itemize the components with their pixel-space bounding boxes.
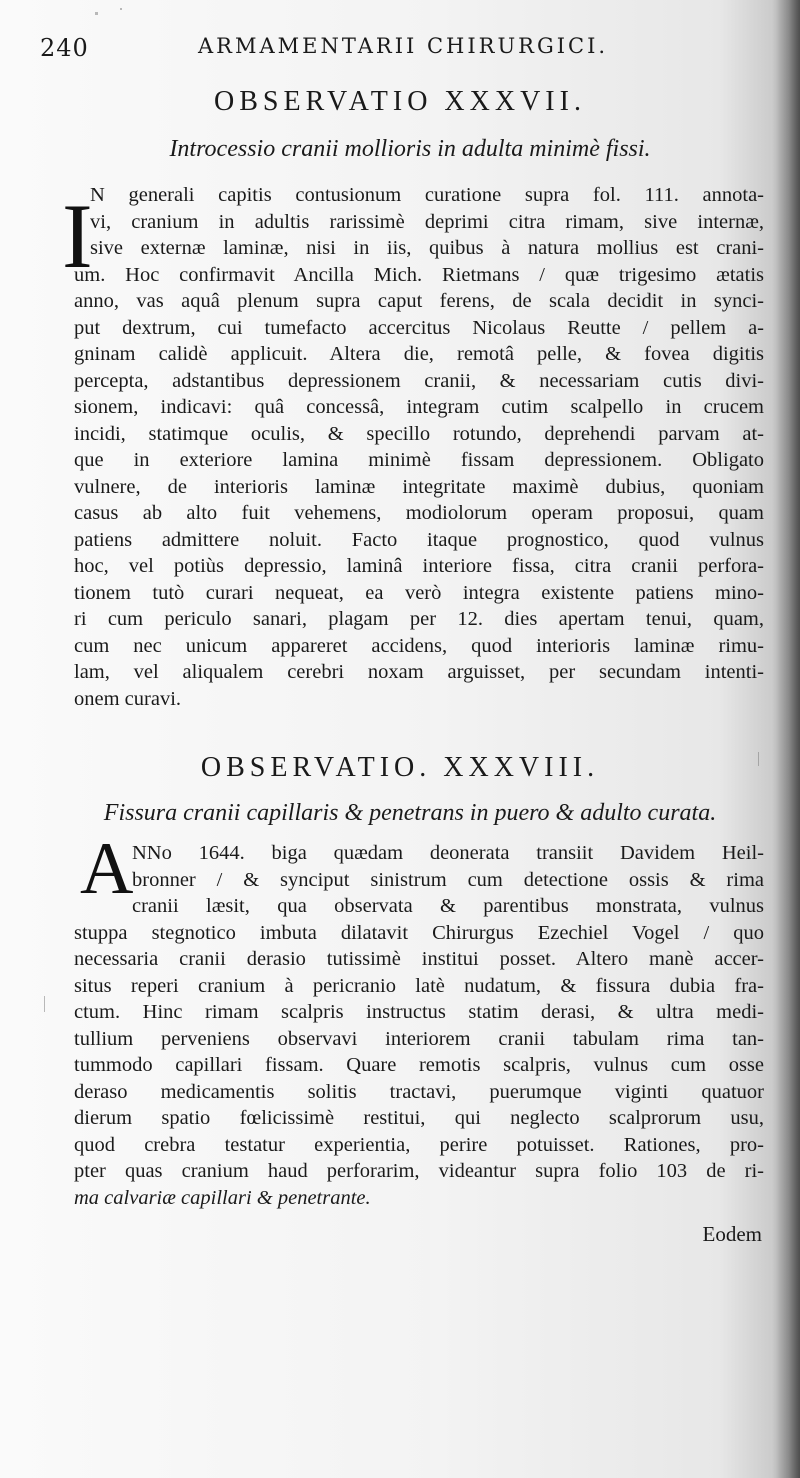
observation-38-heading: OBSERVATIO. XXXVIII. [200,752,600,783]
body-line: tullium perveniens observavi interiorem cranii tabulam rima tan- [74,1027,764,1050]
body-line: patiens admittere noluit. Facto itaque prognostico, quod vulnus [74,528,764,551]
body-line: ctum. Hinc rimam scalpris instructus statim derasi, & ultra medi- [74,1001,764,1023]
body-line: percepta, adstantibus depressionem cranii, & necessariam cutis divi- [74,369,764,392]
body-line: N generali capitis contusionum curatione supra fol. 111. annota- [90,184,764,206]
ink-speck [758,752,759,766]
body-line: ri cum periculo sanari, plagam per 12. dies apertam tenui, quam, [74,608,764,630]
body-line: casus ab alto fuit vehemens, modiolorum operam proposui, quam [74,502,764,524]
body-line: sionem, indicavi: quâ concessâ, integram cutim scalpello in crucem [74,396,764,418]
observation-37-heading: OBSERVATIO XXXVII. [214,86,586,117]
observation-37-subtitle: Introcessio cranii mollioris in adulta minimè fissi. [169,136,651,162]
body-line: que in exteriore lamina minimè fissam depressionem. Obligato [74,449,764,471]
page-number: 240 [40,34,89,62]
body-line: onem curavi. [74,687,182,710]
catchword: Eodem [702,1222,762,1246]
body-line: put dextrum, cui tumefacto accercitus Nicolaus Reutte / pellem a- [74,316,764,339]
observation-37-body [74,182,764,712]
body-line: ma calvariæ capillari & penetrante. [74,1186,371,1209]
body-line: vi, cranium in adultis rarissimè deprimi citra rimam, sive internæ, [90,210,764,233]
body-line: um. Hoc confirmavit Ancilla Mich. Rietmans / quæ trigesimo ætatis [74,263,764,286]
observation-38-body [74,840,764,1211]
body-line: cum nec unicum appareret accidens, quod interioris laminæ rimu- [74,634,764,657]
page-edge-shadow [772,0,800,1478]
body-line: NNo 1644. biga quædam deonerata transiit Davidem Heil- [132,842,764,864]
body-line: necessaria cranii derasio tutissimè institui posset. Altero manè accer- [74,948,764,970]
body-line: tummodo capillari fissam. Quare remotis scalpris, vulnus cum osse [74,1054,764,1076]
ink-speck [120,8,122,10]
observation-37-dropcap: I [62,185,93,287]
body-line: cranii læsit, qua observata & parentibus monstrata, vulnus [132,895,764,917]
ink-speck [44,996,45,1012]
body-line: sive externæ laminæ, nisi in iis, quibus à natura mollius est crani- [90,237,764,259]
body-line: hoc, vel potiùs depressio, laminâ interiore fissa, citra cranii perfora- [74,555,764,577]
body-line: situs reperi cranium à pericranio latè nudatum, & fissura dubia fra- [74,974,764,997]
body-line: gninam calidè applicuit. Altera die, remotâ pelle, & fovea digitis [74,343,764,365]
body-line: bronner / & synciput sinistrum cum detectione ossis & rima [132,868,764,891]
body-line: anno, vas aquâ plenum supra caput ferens, de scala decidit in synci- [74,290,764,312]
running-title: ARMAMENTARII CHIRURGICI. [198,34,609,58]
ink-speck [95,12,98,15]
body-line: deraso medicamentis solitis tractavi, puerumque viginti quatuor [74,1080,764,1103]
body-line: vulnere, de interioris laminæ integritate maximè dubius, quoniam [74,475,764,498]
body-line: pter quas cranium haud perforarim, videantur supra folio 103 de ri- [74,1160,764,1182]
body-line: tionem tutò curari nequeat, ea verò integra existente patiens mino- [74,581,764,604]
running-head [40,30,760,70]
body-line: incidi, statimque oculis, & specillo rotundo, deprehendi parvam at- [74,422,764,445]
body-line: quod crebra testatur experientia, perire potuisset. Rationes, pro- [74,1133,764,1156]
body-line: dierum spatio fœlicissimè restitui, qui neglecto scalprorum usu, [74,1107,764,1129]
body-line: lam, vel aliqualem cerebri noxam arguisset, per secundam intenti- [74,661,764,683]
observation-38-subtitle: Fissura cranii capillaris & penetrans in puero & adulto curata. [103,800,717,826]
body-line: stuppa stegnotico imbuta dilatavit Chirurgus Ezechiel Vogel / quo [74,921,764,944]
observation-38-dropcap: A [80,828,134,910]
